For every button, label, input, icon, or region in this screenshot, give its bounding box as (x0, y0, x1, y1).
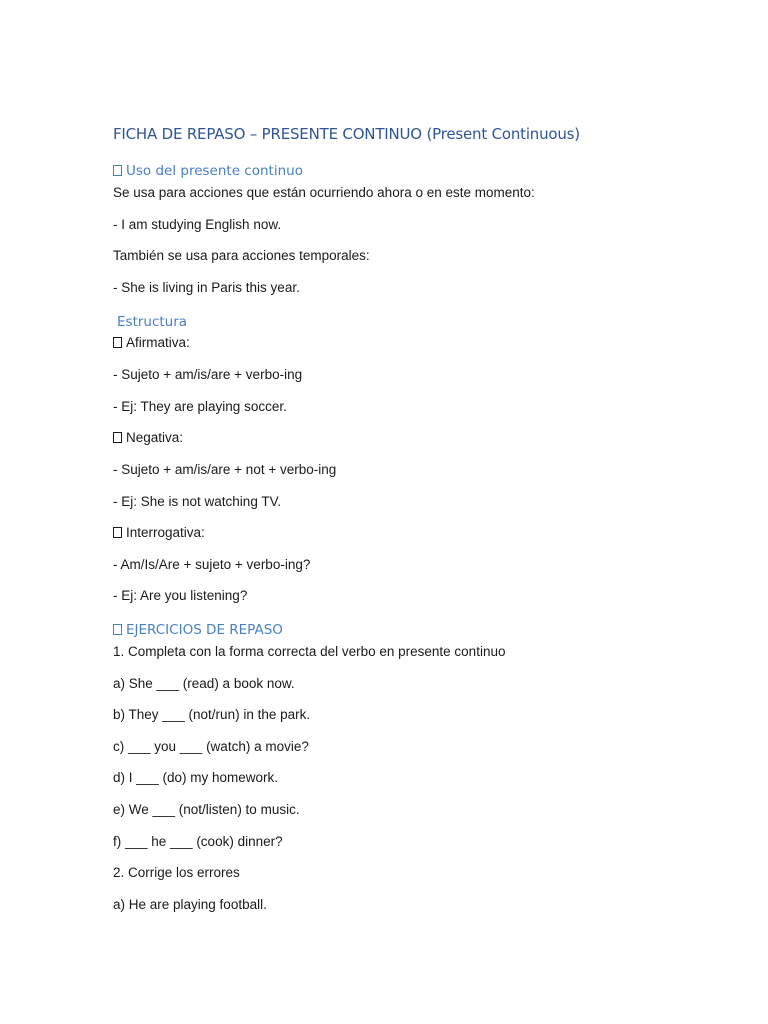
example-line: - Ej: They are playing soccer. (113, 399, 287, 414)
exercise-item: a) He are playing football. (113, 897, 267, 912)
exercise-item: f) ___ he ___ (cook) dinner? (113, 834, 283, 849)
interrogativa-label-text: Interrogativa: (126, 525, 205, 540)
missing-glyph-box-icon (113, 527, 122, 538)
document-title: FICHA DE REPASO – PRESENTE CONTINUO (Present Continuous) (113, 125, 580, 143)
heading-ejercicios-text: EJERCICIOS DE REPASO (126, 622, 283, 638)
missing-glyph-box-icon (113, 624, 122, 635)
structure-line: - Sujeto + am/is/are + not + verbo-ing (113, 462, 337, 477)
exercise-title: 1. Completa con la forma correcta del verbo en presente continuo (113, 644, 506, 659)
exercise-item: a) She ___ (read) a book now. (113, 676, 295, 691)
exercise-item: e) We ___ (not/listen) to music. (113, 802, 300, 817)
negativa-label (113, 430, 183, 445)
missing-glyph-box-icon (113, 432, 122, 443)
structure-line: - Sujeto + am/is/are + verbo-ing (113, 367, 303, 382)
exercise-item: d) I ___ (do) my homework. (113, 770, 279, 785)
structure-line: - Am/Is/Are + sujeto + verbo-ing? (113, 557, 311, 572)
exercise-title: 2. Corrige los errores (113, 865, 240, 880)
afirmativa-label (113, 335, 190, 350)
negativa-label-text: Negativa: (126, 430, 184, 445)
heading-estructura: Estructura (117, 314, 188, 330)
missing-glyph-box-icon (113, 165, 122, 176)
heading-uso (113, 163, 303, 179)
exercise-item: c) ___ you ___ (watch) a movie? (113, 739, 309, 754)
paragraph: Se usa para acciones que están ocurriendo ahora o en este momento: (113, 185, 535, 200)
heading-uso-text: Uso del presente continuo (126, 163, 303, 179)
missing-glyph-box-icon (113, 337, 122, 348)
heading-ejercicios (113, 622, 283, 638)
afirmativa-label-text: Afirmativa: (126, 335, 190, 350)
paragraph: También se usa para acciones temporales: (113, 248, 370, 263)
example-line: - Ej: She is not watching TV. (113, 494, 282, 509)
example-line: - She is living in Paris this year. (113, 280, 300, 295)
exercise-item: b) They ___ (not/run) in the park. (113, 707, 311, 722)
example-line: - Ej: Are you listening? (113, 588, 248, 603)
example-line: - I am studying English now. (113, 217, 282, 232)
interrogativa-label (113, 525, 205, 540)
